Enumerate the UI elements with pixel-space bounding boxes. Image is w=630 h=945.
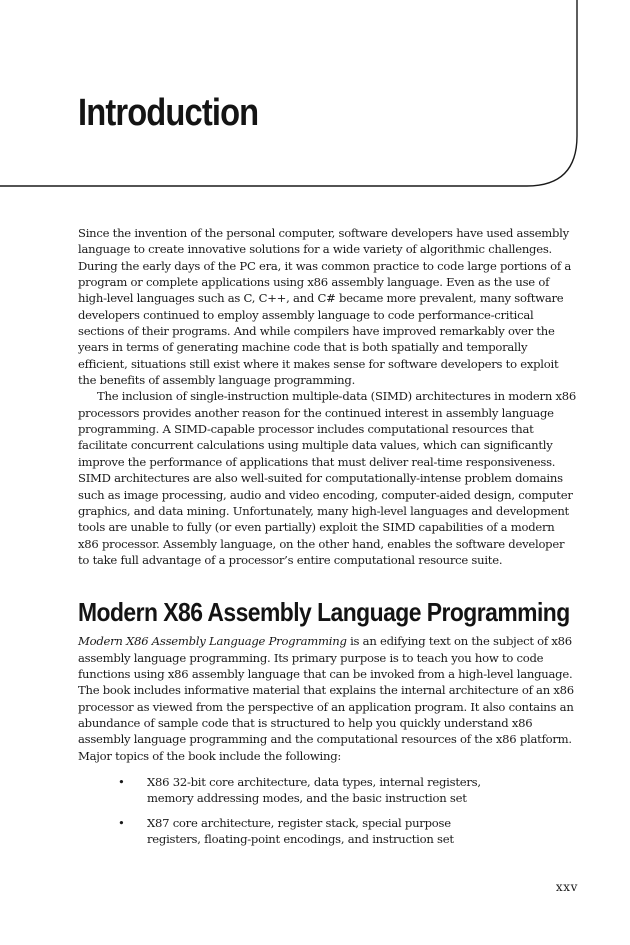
list-item	[78, 774, 578, 807]
book-title: Modern X86 Assembly Language Programming	[78, 634, 347, 649]
bullet-icon: •	[118, 774, 125, 789]
chapter-title: Introduction	[78, 92, 259, 134]
topics-list	[78, 774, 578, 847]
list-item-text: X86 32-bit core architecture, data types, internal registers, memory addressing modes, and the basic instruction set	[147, 774, 481, 806]
section-paragraph-text: is an edifying text on the subject of x86 assembly language programming. Its primary purpose is to teach you how to code functions using x86 assembly language that can be invoked from a high-level language. The book includes informative material that explains the internal architecture of an x86 processor as viewed from the perspective of an application program. It also contains an abundance of sample code that is structured to help you quickly understand x86 assembly language programming and the computational resources of the x86 platform. Major topics of the book include the following:	[78, 634, 574, 763]
intro-paragraph-2: The inclusion of single-instruction multiple-data (SIMD) architectures in modern x86 processors provides another reason for the continued interest in assembly language programming. A SIMD-capable processor includes computational resources that facilitate concurrent calculations using multiple data values, which can significantly improve the performance of applications that must deliver real-time responsiveness. SIMD architectures are also well-suited for computationally-intense problem domains such as image processing, audio and video encoding, computer-aided design, computer graphics, and data mining. Unfortunately, many high-level languages and development tools are unable to fully (or even partially) exploit the SIMD capabilities of a modern x86 processor. Assembly language, on the other hand, enables the software developer to take full advantage of a processor’s entire computational resource suite.	[78, 389, 577, 567]
intro-paragraph-1: Since the invention of the personal computer, software developers have used assembly language to create innovative solutions for a wide variety of algorithmic challenges. During the early days of the PC era, it was common practice to code large portions of a program or complete applications using x86 assembly language. Even as the use of high-level languages such as C, C++, and C# became more prevalent, many software developers continued to employ assembly language to code performance-critical sections of their programs. And while compilers have improved remarkably over the years in terms of generating machine code that is both spatially and temporally efficient, situations still exist where it makes sense for software developers to exploit the benefits of assembly language programming.	[78, 226, 572, 388]
page-body	[78, 225, 578, 855]
section-paragraph	[78, 633, 578, 764]
page-number: xxv	[555, 880, 578, 894]
list-item	[78, 815, 578, 848]
section-heading: Modern X86 Assembly Language Programming	[78, 597, 570, 628]
list-item-text: X87 core architecture, register stack, special purpose registers, floating-point encodings, and instruction set	[147, 815, 454, 846]
bullet-icon: •	[118, 815, 125, 830]
